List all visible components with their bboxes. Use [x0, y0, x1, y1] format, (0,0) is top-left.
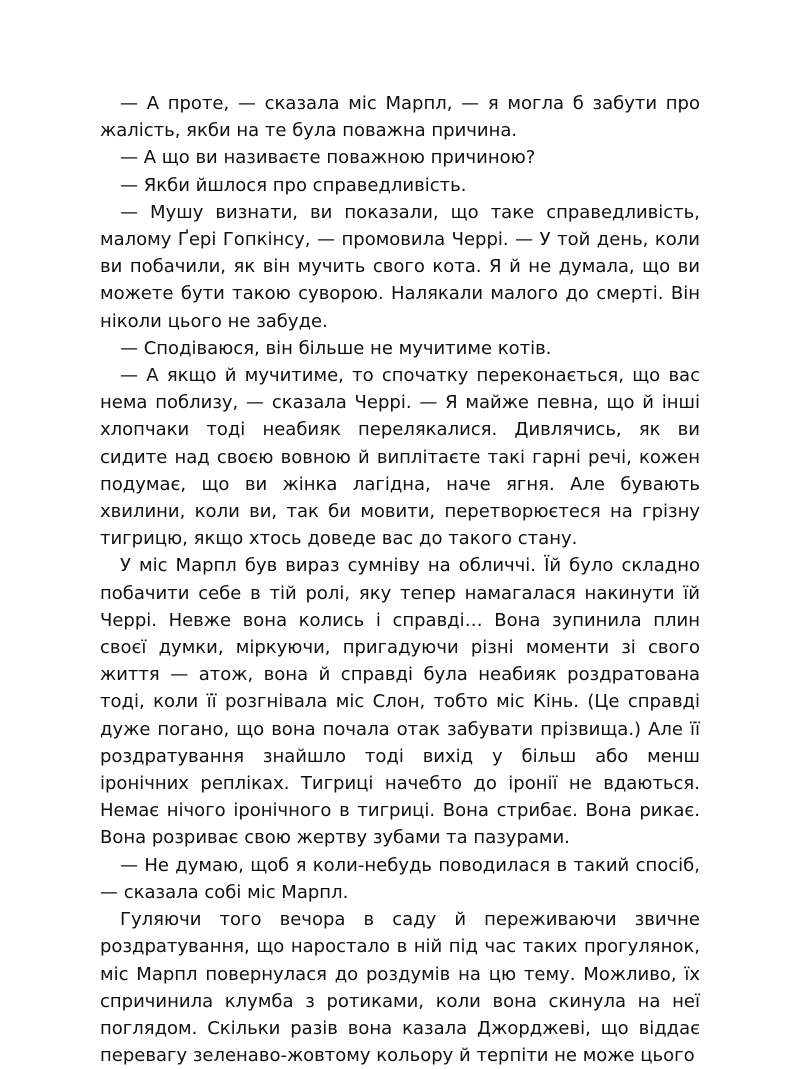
paragraph-8: — Не думаю, щоб я коли-небудь поводилася в такий спосіб, — сказала собі міс Марпл.	[100, 854, 700, 903]
paragraph-4: — Мушу визнати, ви показали, що таке справедливість, малому Ґері Гопкінсу, — промовила Черрі. — У той день, коли ви побачили, як він мучить свого кота. Я й не думала, що ви можете бути такою суворою. Налякали малого до смерті. Він ніколи цього не забуде.	[100, 201, 700, 332]
paragraph-9: Гуляючи того вечора в саду й переживаючи звичне роздратування, що наростало в ній під час таких прогулянок, міс Марпл повернулася до роздумів на цю тему. Можливо, їх спричинила клумба з ротиками, коли вона скинула на неї поглядом. Скільки разів вона казала Джорджеві, що віддає перевагу зеленаво-жовтому кольору й терпіти не може цього	[100, 909, 700, 1067]
paragraph-2: — А що ви називаєте поважною причиною?	[120, 147, 536, 169]
book-page	[100, 90, 700, 1069]
paragraph-3: — Якби йшлося про справедливість.	[120, 174, 467, 196]
paragraph-5: — Сподіваюся, він більше не мучитиме котів.	[120, 337, 552, 359]
paragraph-1: — А проте, — сказала міс Марпл, — я могла б забути про жалість, якби на те була поважна причина.	[100, 93, 700, 142]
paragraph-7: У міс Марпл був вираз сумніву на обличчі. Їй було складно побачити себе в тій ролі, яку тепер намагалася накинути їй Черрі. Невже вона колись і справді… Вона зупинила плин своєї думки, міркуючи, пригадуючи різні моменти зі свого життя — атож, вона й справді була неабияк роздратована тоді, коли її розгнівала міс Слон, тобто міс Кінь. (Це справді дуже погано, що вона почала отак забувати прізвища.) Але її роздратування знайшло тоді вихід у більш або менш іронічних репліках. Тигриці начебто до іронії не вдаються. Немає нічого іронічного в тигриці. Вона стрибає. Вона рикає. Вона розриває свою жертву зубами та пазурами.	[100, 555, 700, 849]
paragraph-6: — А якщо й мучитиме, то спочатку переконається, що вас нема поблизу, — сказала Черрі. — Я майже певна, що й інші хлопчаки тоді неабияк перелякалися. Дивлячись, як ви сидите над своєю вовною й виплітаєте такі гарні речі, кожен подумає, що ви жінка лагідна, наче ягня. Але бувають хвилини, коли ви, так би мовити, перетворюєтеся на грізну тигрицю, якщо хтось доведе вас до такого стану.	[100, 365, 700, 550]
